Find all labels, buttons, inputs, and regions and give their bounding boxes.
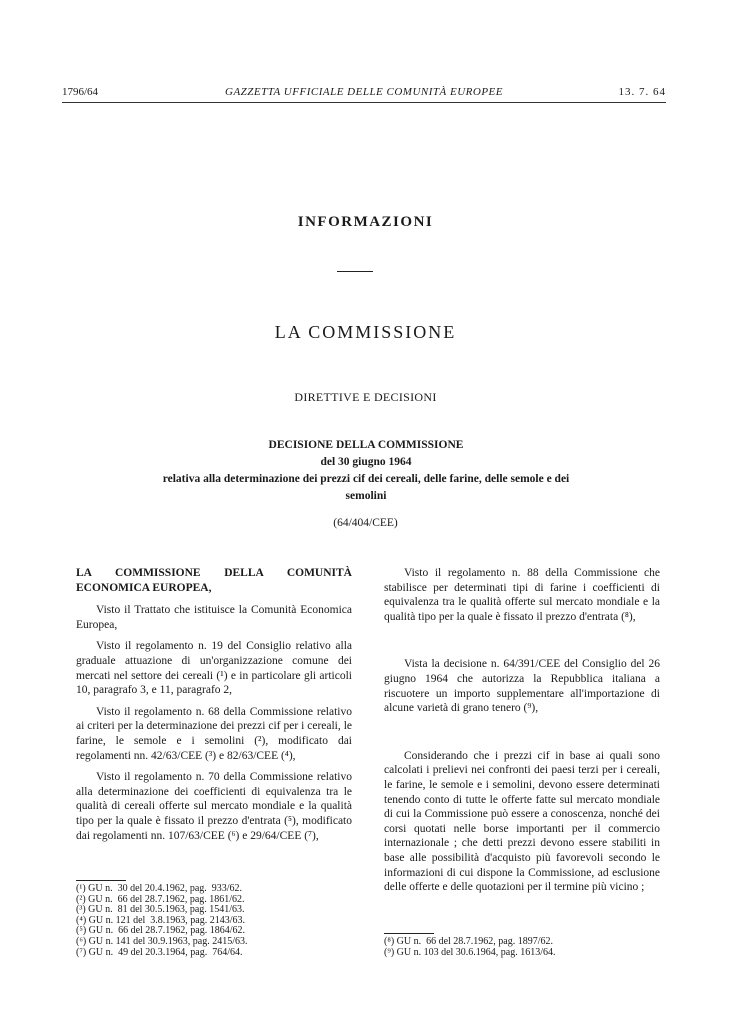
recital-paragraph: Visto il regolamento n. 19 del Consiglio relativo alla graduale attuazione di un'organizzazione comune dei mercati nel settore dei cereali (¹) e in particolare gli articoli 10, paragrafo 3, e 11, paragrafo 2, — [76, 640, 352, 697]
footnote: (²) GU n. 66 del 28.7.1962, pag. 1861/62. — [76, 893, 245, 905]
footnote: (⁸) GU n. 66 del 28.7.1962, pag. 1897/62. — [384, 936, 554, 947]
recital-paragraph: Visto il Trattato che istituisce la Comunità Economica Europea, — [76, 604, 352, 631]
title-divider — [337, 271, 373, 272]
footnote: (⁵) GU n. 66 del 28.7.1962, pag. 1864/62. — [76, 925, 246, 937]
footnote-divider — [76, 880, 126, 881]
decision-subject: relativa alla determinazione dei prezzi cif dei cereali, delle farine, delle semole e dei semolini — [162, 473, 570, 502]
section-title: INFORMAZIONI — [297, 214, 434, 230]
institution-title: LA COMMISSIONE — [274, 322, 457, 342]
left-column — [76, 566, 352, 850]
running-header — [62, 86, 666, 103]
decision-reference: (64/404/CEE) — [333, 517, 398, 529]
footnote: (⁴) GU n. 121 del 3.8.1963, pag. 2143/63. — [76, 914, 246, 926]
subsection-title: DIRETTIVE E DECISIONI — [294, 390, 437, 404]
footnote: (⁹) GU n. 103 del 30.6.1964, pag. 1613/64. — [384, 946, 556, 958]
footnote: (³) GU n. 81 del 30.5.1963, pag. 1541/63. — [76, 904, 245, 916]
footnote-divider — [384, 933, 434, 934]
decision-title: DECISIONE DELLA COMMISSIONE — [268, 439, 464, 451]
recital-paragraph: Considerando che i prezzi cif in base ai quali sono calcolati i prelievi nei confronti dei paesi terzi per i cereali, le farine, le semole e i semolini, devono essere determinati tenendo conto di tutte le offerte fatte sul mercato mondiale di cui la Commissione può essere a conoscenza, nonché dei corsi quotati nelle borse importanti per il commercio internazionale ; che detti prezzi devono essere stabiliti in base alle possibilità d'acquisto più favorevoli secondo le informazioni di cui dispone la Commissione, ad esclusione delle offerte e delle quotazioni per il termine più vicino ; — [384, 749, 660, 894]
decision-heading — [150, 437, 582, 505]
recital-paragraph: Visto il regolamento n. 88 della Commissione che stabilisce per determinati tipi di farine i coefficienti di equivalenza tra le qualità offerte sul mercato mondiale e la qualità tipo per la quale è fissato il prezzo d'entrata (⁸), — [384, 567, 660, 623]
recital-paragraph: Visto il regolamento n. 70 della Commissione relativo alla determinazione dei coefficienti di equivalenza tra le qualità di cereali offerte sul mercato mondiale e la qualità tipo per la quale è fissato il prezzo d'entrata (⁵), modificato dai regolamenti nn. 107/63/CEE (⁶) e 29/64/CEE (⁷), — [76, 771, 352, 842]
footnote: (¹) GU n. 30 del 20.4.1962, pag. 933/62. — [76, 883, 243, 894]
right-column — [384, 566, 660, 928]
page-number: 1796/64 — [62, 86, 99, 98]
issue-date: 13. 7. 64 — [618, 86, 666, 98]
footnotes-right — [384, 933, 660, 958]
footnotes-left — [76, 880, 352, 958]
preamble-lead: LA COMMISSIONE DELLA COMUNITÀ ECONOMICA EUROPEA, — [76, 567, 352, 594]
journal-title: GAZZETTA UFFICIALE DELLE COMUNITÀ EUROPEE — [225, 86, 503, 98]
recital-paragraph: Vista la decisione n. 64/391/CEE del Consiglio del 26 giugno 1964 che autorizza la Repubblica italiana a riscuotere un importo supplementare all'importazione di alcune varietà di grano tenero (⁹), — [384, 658, 660, 715]
footnote: (⁷) GU n. 49 del 20.3.1964, pag. 764/64. — [76, 946, 243, 958]
footnote: (⁶) GU n. 141 del 30.9.1963, pag. 2415/63. — [76, 935, 248, 947]
recital-paragraph: Visto il regolamento n. 68 della Commissione relativo ai criteri per la determinazione dei prezzi cif per i cereali, le farine, le semole e i semolini (²), modificato dai regolamenti nn. 42/63/CEE (³) e 82/63/CEE (⁴), — [76, 705, 352, 762]
decision-date: del 30 giugno 1964 — [320, 456, 412, 468]
